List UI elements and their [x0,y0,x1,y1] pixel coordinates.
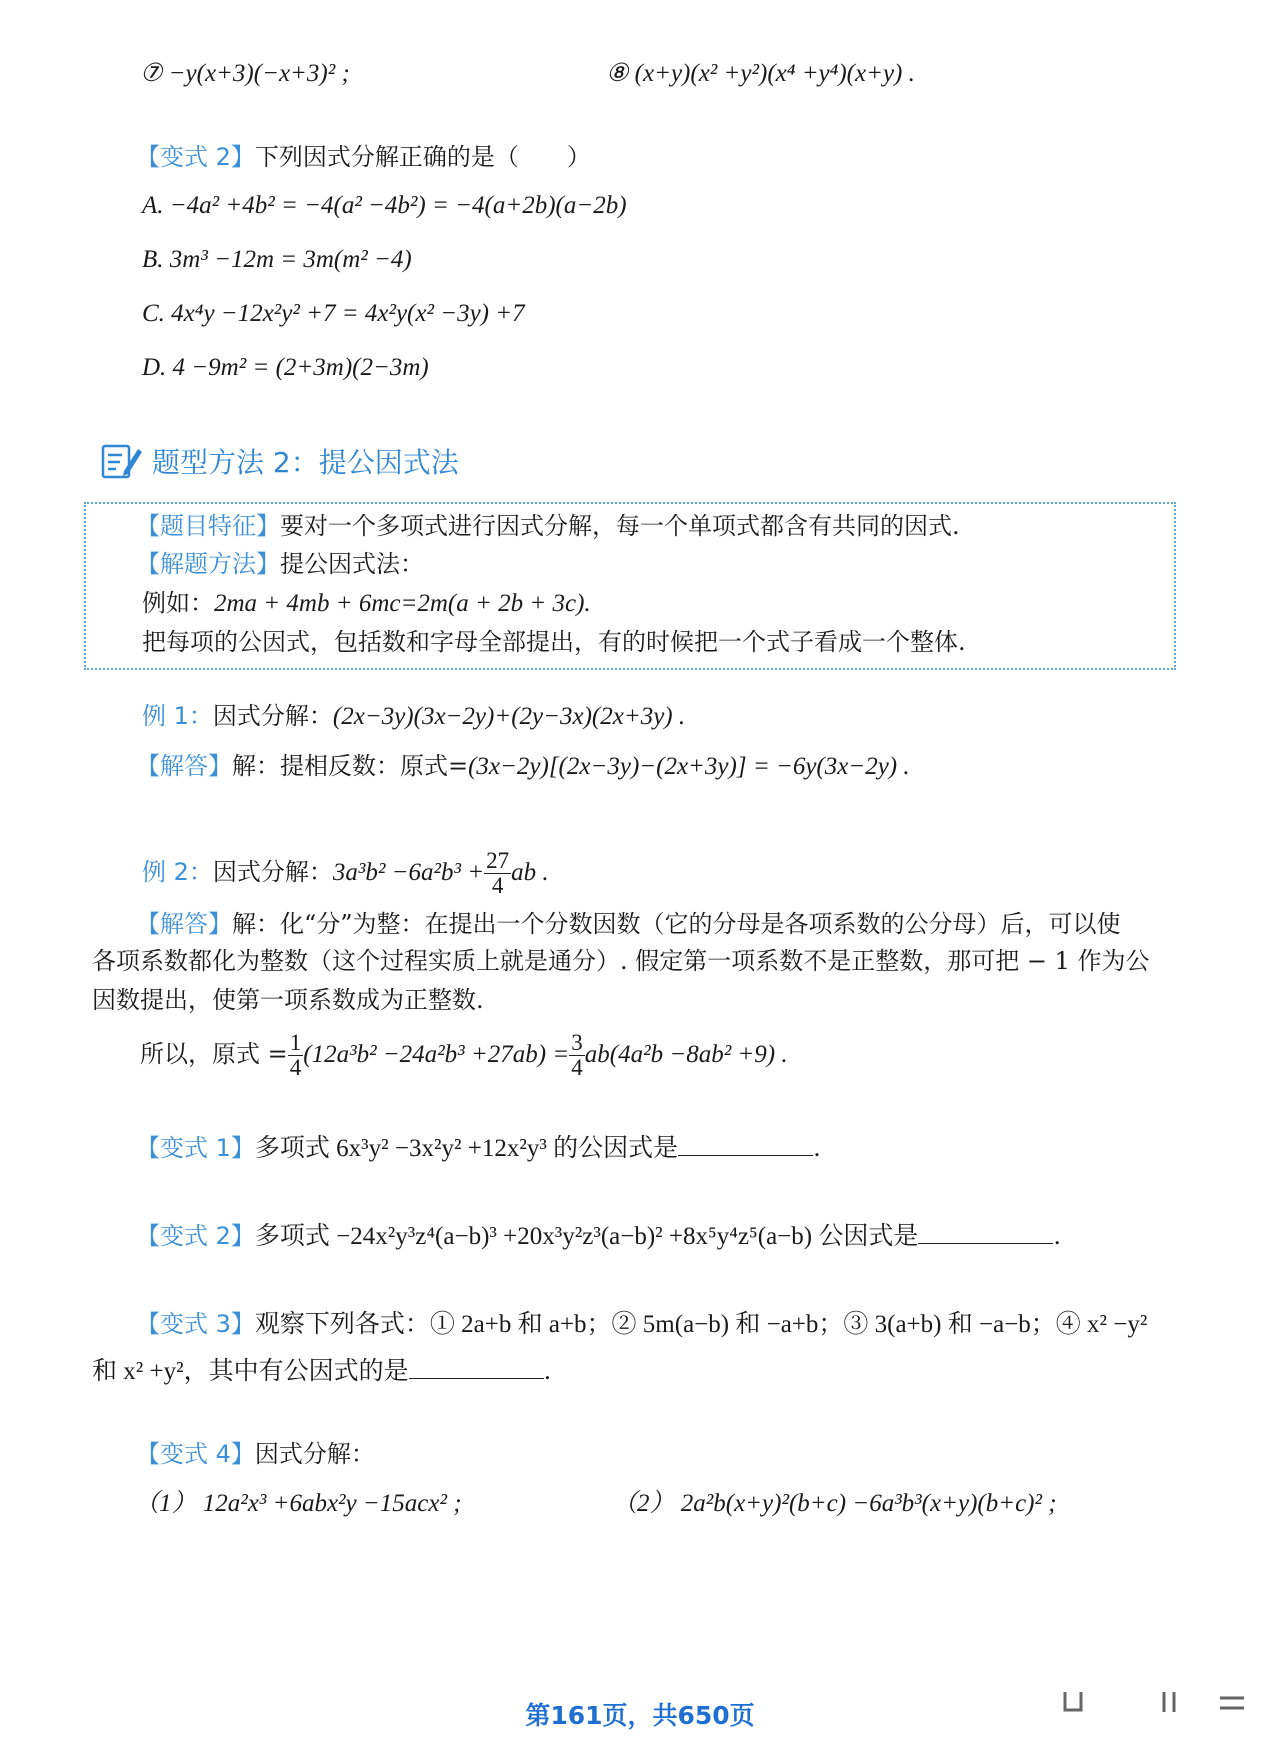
split-view-icon[interactable] [1160,1688,1180,1716]
example-expression: 2ma + 4mb + 6mc=2m(a + 2b + 3c). [214,590,591,617]
example1-tag: 例 1： [142,702,213,730]
answer-expression: (3x−2y)[(2x−3y)−(2x+3y)] = −6y(3x−2y) . [468,753,910,780]
example2-expression-left: 3a³b² −6a²b³ + [332,859,485,886]
example2-question [142,842,549,903]
variant3-end: . [543,1357,552,1385]
result-fraction-1 [288,1031,304,1080]
method-line [136,548,424,580]
variant3-line2 [92,1355,551,1388]
example1-question [142,700,685,733]
method-note: 把每项的公因式，包括数和字母全部提出，有的时候把一个式子看成一个整体. [142,628,966,656]
variant1 [136,1132,821,1165]
variant-tag: 【变式 2】 [136,143,255,171]
fraction-denominator: 4 [289,1055,302,1080]
option-d: D. 4 −9m² = (2+3m)(2−3m) [142,354,429,381]
fraction-denominator: 4 [491,873,504,898]
result-end: ab(4a²b −8ab² +9) . [584,1041,788,1068]
fit-page-icon[interactable] [1060,1688,1086,1716]
answer-tag: 【解答】 [136,752,232,780]
variant3-text: 观察下列各式：① 2a+b 和 a+b；② 5m(a−b) 和 −a+b；③ 3(a+b) 和 −a−b；④ x² −y² [254,1311,1148,1338]
result-middle: (12a³b² −24a²b³ +27ab) = [303,1041,570,1068]
example2-answer-line1 [136,908,1121,940]
example2-answer-line2: 各项系数都化为整数（这个过程实质上就是通分）. 假定第一项系数不是正整数，那可把 − 1 作为公 [92,947,1150,975]
notebook-pencil-icon [100,441,144,481]
result-label: 所以，原式 = [140,1040,288,1068]
method-text: 提公因式法： [280,550,424,578]
variant1-end: . [813,1134,821,1162]
menu-lines-icon[interactable] [1218,1688,1246,1716]
feature-tag: 【题目特征】 [136,512,280,540]
example-line [142,587,591,620]
example-label: 例如： [142,589,214,617]
answer-blank[interactable] [409,1356,544,1379]
page-counter: 第161页，共650页 [525,1701,755,1730]
variant3-tag: 【变式 3】 [136,1310,255,1338]
example2-expression-right: ab . [511,859,549,886]
answer-line1-text: 解：化“分”为整：在提出一个分数因数（它的分母是各项系数的公分母）后，可以使 [232,910,1121,938]
result-fraction-2 [569,1031,585,1080]
variant2-tag: 【变式 2】 [136,1222,255,1250]
section-title: 题型方法 2：提公因式法 [152,446,459,479]
method-tag: 【解题方法】 [136,550,280,578]
example1-text: 因式分解： [212,702,333,730]
variant1-tag: 【变式 1】 [136,1134,255,1162]
example2-result [140,1024,788,1085]
variant4 [136,1438,375,1470]
item-7: ⑦ −y(x+3)(−x+3)² ; [140,60,350,87]
answer-tag: 【解答】 [136,910,232,938]
fraction-denominator: 4 [571,1055,583,1080]
example2-tag: 例 2： [142,858,213,886]
example2-text: 因式分解： [212,858,333,886]
option-a: A. −4a² +4b² = −4(a² −4b²) = −4(a+2b)(a−2b) [142,192,627,219]
fraction-numerator: 27 [486,848,510,873]
section-heading [100,440,459,482]
fraction-numerator: 3 [571,1030,583,1055]
example1-answer [136,750,910,783]
option-b: B. 3m³ −12m = 3m(m² −4) [142,246,412,273]
variant3-line1 [136,1308,1147,1341]
variant2-end: . [1053,1222,1061,1250]
variant4-part2: （2） 2a²b(x+y)²(b+c) −6a³b³(x+y)(b+c)² ; [612,1490,1057,1517]
answer-blank[interactable] [918,1221,1053,1244]
example2-fraction [484,849,511,898]
question-text: 下列因式分解正确的是（ ） [254,143,591,171]
variant2-mc-question [136,141,591,173]
variant4-part1: （1） 12a²x³ +6abx²y −15acx² ; [134,1490,462,1517]
variant2-text: 多项式 −24x²y³z⁴(a−b)³ +20x³y²z³(a−b)² +8x⁵y⁴z⁵(a−b) 公因式是 [254,1223,919,1250]
answer-blank[interactable] [678,1133,813,1156]
variant1-text: 多项式 6x³y² −3x²y² +12x²y³ 的公因式是 [254,1135,679,1162]
answer-text: 解：提相反数：原式= [232,752,469,780]
variant3-line2-text: 和 x² +y²，其中有公因式的是 [92,1358,409,1385]
variant2 [136,1220,1061,1253]
example1-expression: (2x−3y)(3x−2y)+(2y−3x)(2x+3y) . [332,703,686,730]
example2-answer-line3: 因数提出，使第一项系数成为正整数. [92,986,484,1014]
option-c: C. 4x⁴y −12x²y² +7 = 4x²y(x² −3y) +7 [142,300,525,327]
item-8: ⑧ (x+y)(x² +y²)(x⁴ +y⁴)(x+y) . [606,60,915,87]
fraction-numerator: 1 [289,1030,302,1055]
variant4-text: 因式分解： [254,1440,375,1468]
feature-line [136,510,960,542]
feature-text: 要对一个多项式进行因式分解，每一个单项式都含有共同的因式. [280,512,960,540]
variant4-tag: 【变式 4】 [136,1440,255,1468]
